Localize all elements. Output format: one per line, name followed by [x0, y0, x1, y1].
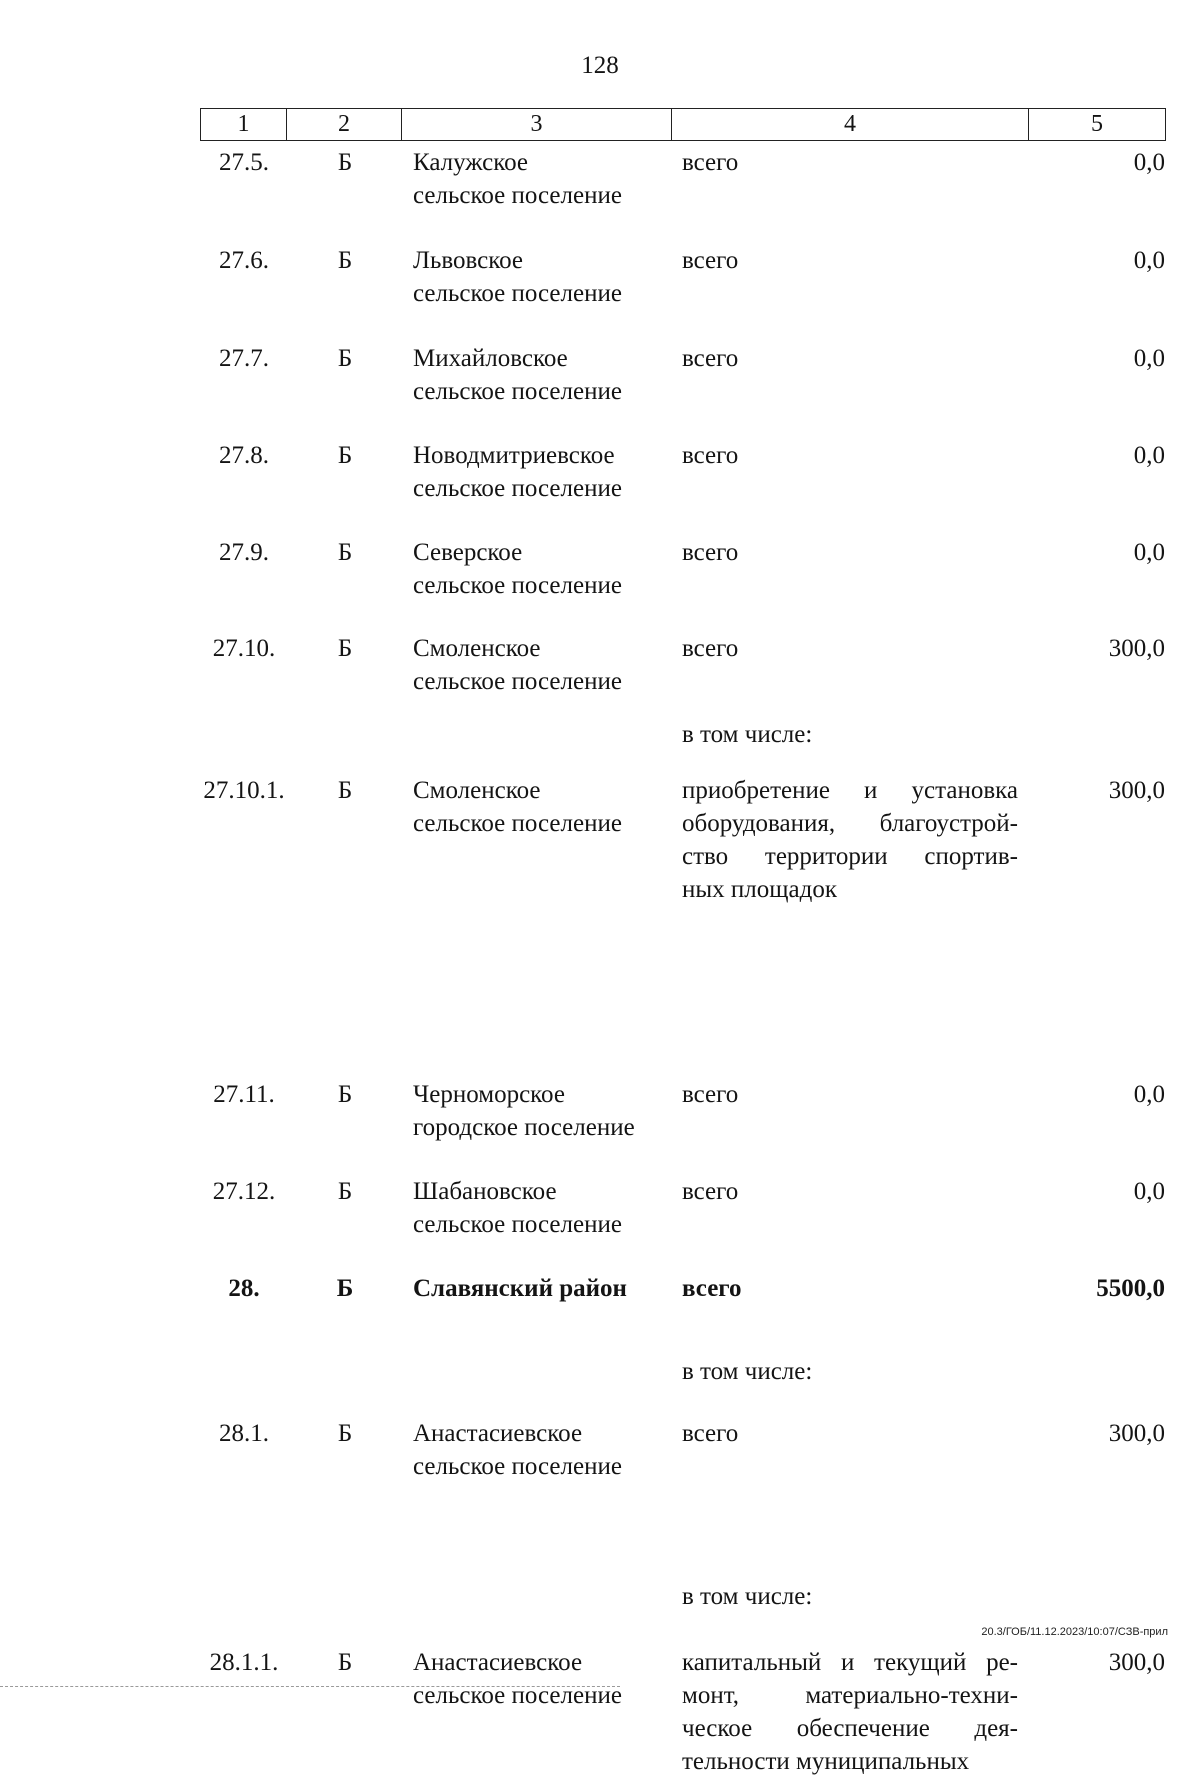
row-description: [682, 1175, 1018, 1208]
row-description: [682, 146, 1018, 179]
row-municipality-line: сельское поселение: [413, 668, 622, 695]
row-category: Б: [337, 1081, 353, 1108]
row-municipality: [413, 1272, 663, 1305]
row-municipality: [413, 1646, 663, 1712]
document-code: 20.3/ГОБ/11.12.2023/10:07/СЗВ-прил: [981, 1626, 1168, 1638]
row-description-line: всего: [682, 149, 739, 176]
row-municipality: [413, 244, 663, 310]
row-description-line: капитальный и текущий ре-: [682, 1649, 1018, 1676]
row-amount: 0,0: [1133, 149, 1165, 176]
row-category: Б: [337, 1649, 353, 1676]
row-municipality-line: Шабановское: [413, 1178, 557, 1205]
row-description: [682, 1417, 1018, 1450]
row-description: [682, 774, 1018, 906]
row-description: [682, 632, 1018, 665]
row-description-line: тельности муниципальных: [682, 1748, 970, 1775]
row-municipality-line: Анастасиевское: [413, 1649, 583, 1676]
column-header-row: [201, 109, 1166, 141]
row-description-line: всего: [682, 345, 739, 372]
row-number: 27.9.: [219, 539, 269, 566]
row-description-line: всего: [682, 1178, 739, 1205]
row-municipality: [413, 1175, 663, 1241]
row-municipality-line: Новодмитриевское: [413, 442, 615, 469]
row-municipality-line: сельское поселение: [413, 475, 622, 502]
row-number: 28.1.: [219, 1420, 269, 1447]
row-description-line: всего: [682, 1275, 742, 1302]
row-number: 27.11.: [213, 1081, 275, 1108]
row-description: [682, 536, 1018, 569]
row-municipality: [413, 146, 663, 212]
row-municipality-line: сельское поселение: [413, 1682, 622, 1709]
column-header-5: 5: [1029, 109, 1166, 141]
row-municipality-line: Черноморское: [413, 1081, 565, 1108]
row-description-line: в том числе:: [682, 1583, 813, 1610]
row-municipality: [413, 632, 663, 698]
row-description: [682, 1580, 1018, 1613]
row-description-line: всего: [682, 635, 739, 662]
row-municipality-line: Смоленское: [413, 777, 541, 804]
row-municipality: [413, 342, 663, 408]
row-description: [682, 1646, 1018, 1778]
row-description-line: монт, материально-техни-: [682, 1682, 1018, 1709]
row-amount: 0,0: [1133, 1178, 1165, 1205]
row-number: 27.8.: [219, 442, 269, 469]
row-description-line: приобретение и установка: [682, 777, 1018, 804]
row-amount: 0,0: [1133, 247, 1165, 274]
row-municipality-line: сельское поселение: [413, 1211, 622, 1238]
row-amount: 300,0: [1108, 635, 1165, 662]
row-municipality: [413, 1078, 663, 1144]
row-municipality: [413, 439, 663, 505]
row-description: [682, 342, 1018, 375]
row-municipality: [413, 536, 663, 602]
row-number: 27.10.: [212, 635, 276, 662]
row-category: Б: [337, 1178, 353, 1205]
row-number: 27.10.1.: [203, 777, 285, 804]
row-category: Б: [337, 777, 353, 804]
row-municipality-line: сельское поселение: [413, 572, 622, 599]
row-description-line: всего: [682, 247, 739, 274]
row-number: 27.6.: [219, 247, 269, 274]
row-description: [682, 244, 1018, 277]
row-municipality: [413, 774, 663, 840]
row-amount: 0,0: [1133, 345, 1165, 372]
column-header-3: 3: [402, 109, 672, 141]
row-amount: 5500,0: [1096, 1275, 1165, 1302]
row-description-line: всего: [682, 442, 739, 469]
row-description-line: оборудования, благоустрой-: [682, 810, 1018, 837]
row-municipality-line: сельское поселение: [413, 378, 622, 405]
row-description-line: ческое обеспечение дея-: [682, 1715, 1018, 1742]
row-description: [682, 1078, 1018, 1111]
row-municipality-line: Калужское: [413, 149, 529, 176]
row-municipality: [413, 1417, 663, 1483]
row-municipality-line: сельское поселение: [413, 280, 622, 307]
row-municipality-line: Северское: [413, 539, 523, 566]
scan-edge-line: [0, 1686, 620, 1687]
row-number: 27.5.: [219, 149, 269, 176]
row-municipality-line: сельское поселение: [413, 182, 622, 209]
row-municipality-line: городское поселение: [413, 1114, 635, 1141]
row-category: Б: [337, 345, 353, 372]
row-category: Б: [337, 442, 353, 469]
row-category: Б: [337, 1420, 353, 1447]
row-description: [682, 439, 1018, 472]
row-description-line: ных площадок: [682, 876, 837, 903]
row-description-line: всего: [682, 1081, 739, 1108]
row-number: 28.1.1.: [209, 1649, 279, 1676]
row-municipality-line: Михайловское: [413, 345, 568, 372]
row-description-line: ство территории спортив-: [682, 843, 1018, 870]
row-municipality-line: Славянский район: [413, 1275, 627, 1302]
row-amount: 0,0: [1133, 1081, 1165, 1108]
row-amount: 0,0: [1133, 442, 1165, 469]
row-description-line: в том числе:: [682, 721, 813, 748]
row-amount: 300,0: [1108, 1649, 1165, 1676]
row-description-line: всего: [682, 539, 739, 566]
row-amount: 300,0: [1108, 777, 1165, 804]
row-category: Б: [337, 635, 353, 662]
row-description-line: в том числе:: [682, 1358, 813, 1385]
page-number: 128: [581, 52, 619, 79]
row-category: Б: [337, 539, 353, 566]
row-number: 28.: [228, 1275, 260, 1302]
row-municipality-line: сельское поселение: [413, 1453, 622, 1480]
row-category: Б: [336, 1275, 354, 1302]
column-header-1: 1: [201, 109, 287, 141]
column-header-table: [200, 108, 1166, 141]
row-amount: 300,0: [1108, 1420, 1165, 1447]
row-description: [682, 1355, 1018, 1388]
row-amount: 0,0: [1133, 539, 1165, 566]
row-municipality-line: Львовское: [413, 247, 524, 274]
row-description: [682, 1272, 1018, 1305]
column-header-2: 2: [287, 109, 402, 141]
row-category: Б: [337, 149, 353, 176]
row-number: 27.7.: [219, 345, 269, 372]
row-municipality-line: сельское поселение: [413, 810, 622, 837]
column-header-4: 4: [672, 109, 1029, 141]
row-description-line: всего: [682, 1420, 739, 1447]
row-category: Б: [337, 247, 353, 274]
row-number: 27.12.: [212, 1178, 276, 1205]
row-description: [682, 718, 1018, 751]
row-municipality-line: Анастасиевское: [413, 1420, 583, 1447]
row-municipality-line: Смоленское: [413, 635, 541, 662]
